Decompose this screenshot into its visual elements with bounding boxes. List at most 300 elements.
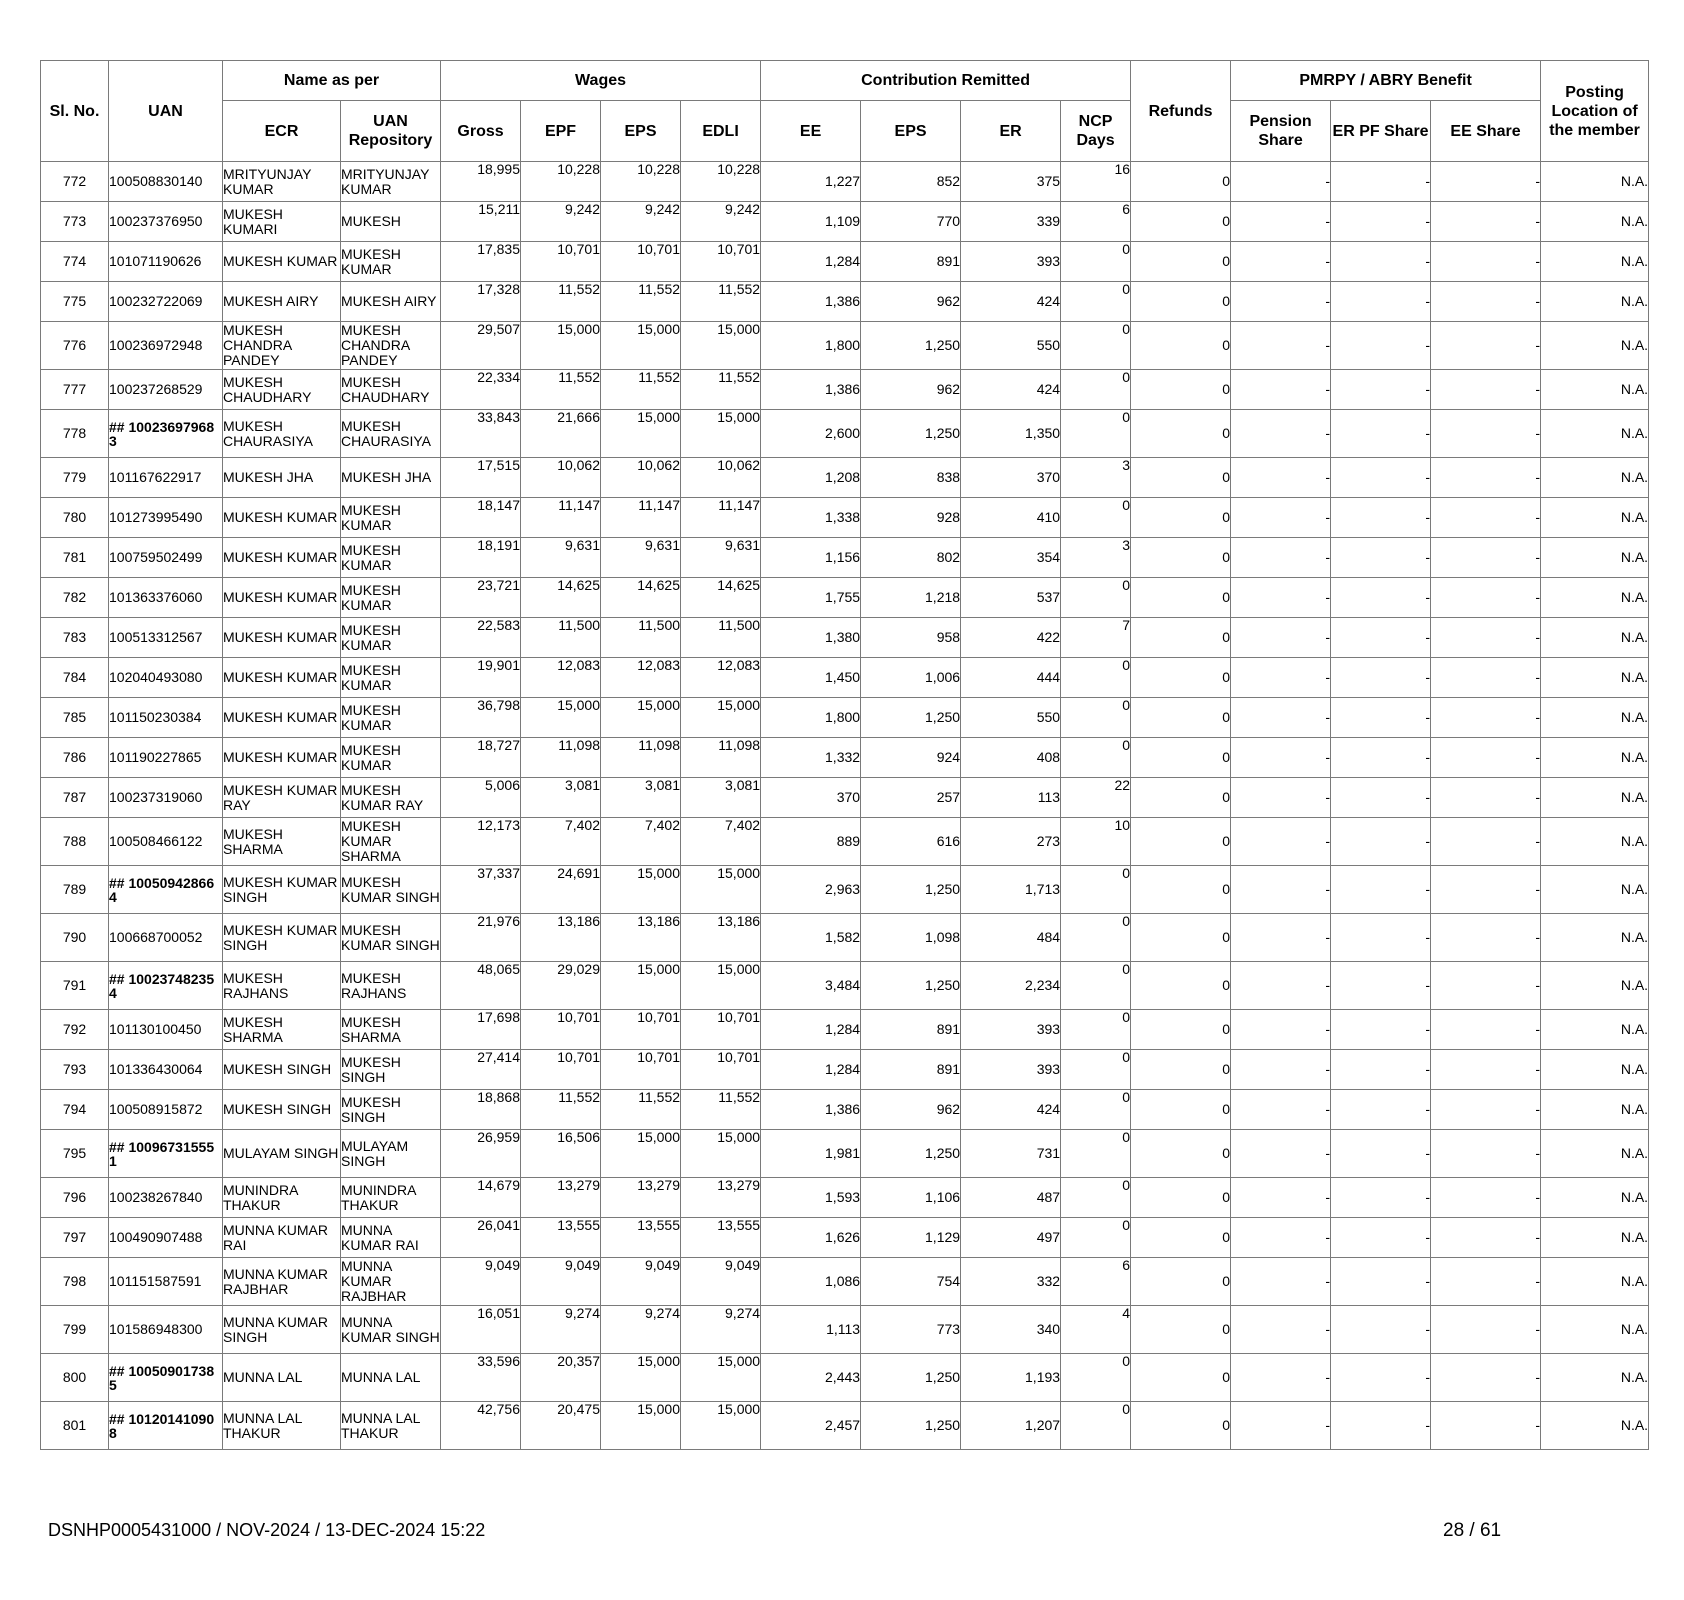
sl-no-cell: 774 <box>41 242 109 282</box>
er-contribution-cell: 537 <box>961 578 1061 618</box>
ecr-contribution-table <box>40 60 1649 1450</box>
edli-wages-cell: 13,186 <box>681 914 761 962</box>
header-refunds: Refunds <box>1131 61 1231 162</box>
er-pf-share-cell: - <box>1331 538 1431 578</box>
gross-wages-cell: 27,414 <box>441 1050 521 1090</box>
edli-wages-cell: 13,555 <box>681 1218 761 1258</box>
header-wages: Wages <box>441 61 761 101</box>
epf-wages-cell: 11,552 <box>521 282 601 322</box>
refunds-cell: 0 <box>1131 202 1231 242</box>
sl-no-cell: 800 <box>41 1354 109 1402</box>
ecr-name-cell: MUKESH KUMAR <box>223 498 341 538</box>
posting-location-cell: N.A. <box>1541 162 1649 202</box>
refunds-cell: 0 <box>1131 1130 1231 1178</box>
eps-contribution-cell: 852 <box>861 162 961 202</box>
ecr-name-cell: MUKESH KUMAR <box>223 538 341 578</box>
epf-wages-cell: 10,701 <box>521 1050 601 1090</box>
edli-wages-cell: 15,000 <box>681 1402 761 1450</box>
eps-wages-cell: 13,555 <box>601 1218 681 1258</box>
ncp-days-cell: 22 <box>1061 778 1131 818</box>
posting-location-cell: N.A. <box>1541 1130 1649 1178</box>
gross-wages-cell: 9,049 <box>441 1258 521 1306</box>
er-contribution-cell: 424 <box>961 1090 1061 1130</box>
posting-location-cell: N.A. <box>1541 1090 1649 1130</box>
refunds-cell: 0 <box>1131 458 1231 498</box>
uan-cell: 100237319060 <box>109 778 223 818</box>
uan-cell: 100508915872 <box>109 1090 223 1130</box>
sl-no-cell: 772 <box>41 162 109 202</box>
eps-contribution-cell: 1,250 <box>861 1130 961 1178</box>
refunds-cell: 0 <box>1131 1306 1231 1354</box>
epf-wages-cell: 9,631 <box>521 538 601 578</box>
ee-contribution-cell: 2,457 <box>761 1402 861 1450</box>
pension-share-cell: - <box>1231 202 1331 242</box>
ncp-days-cell: 0 <box>1061 1130 1131 1178</box>
eps-wages-cell: 11,098 <box>601 738 681 778</box>
repository-name-cell: MUKESH KUMAR RAY <box>341 778 441 818</box>
ee-contribution-cell: 1,338 <box>761 498 861 538</box>
ecr-name-cell: MUNNA KUMAR SINGH <box>223 1306 341 1354</box>
table-row <box>41 962 1649 1010</box>
edli-wages-cell: 11,552 <box>681 1090 761 1130</box>
eps-contribution-cell: 802 <box>861 538 961 578</box>
er-contribution-cell: 2,234 <box>961 962 1061 1010</box>
edli-wages-cell: 11,147 <box>681 498 761 538</box>
ecr-name-cell: MUKESH SHARMA <box>223 1010 341 1050</box>
eps-contribution-cell: 1,250 <box>861 866 961 914</box>
refunds-cell: 0 <box>1131 914 1231 962</box>
repository-name-cell: MUKESH KUMAR SHARMA <box>341 818 441 866</box>
table-row <box>41 498 1649 538</box>
ncp-days-cell: 6 <box>1061 1258 1131 1306</box>
table-row <box>41 1178 1649 1218</box>
repository-name-cell: MUNNA KUMAR RAI <box>341 1218 441 1258</box>
ee-share-cell: - <box>1431 498 1541 538</box>
er-contribution-cell: 408 <box>961 738 1061 778</box>
table-row <box>41 1354 1649 1402</box>
ee-share-cell: - <box>1431 698 1541 738</box>
eps-wages-cell: 10,228 <box>601 162 681 202</box>
gross-wages-cell: 37,337 <box>441 866 521 914</box>
ee-share-cell: - <box>1431 1218 1541 1258</box>
er-contribution-cell: 370 <box>961 458 1061 498</box>
repository-name-cell: MUKESH AIRY <box>341 282 441 322</box>
header-sl-no: Sl. No. <box>41 61 109 162</box>
gross-wages-cell: 18,868 <box>441 1090 521 1130</box>
refunds-cell: 0 <box>1131 866 1231 914</box>
ecr-name-cell: MUKESH SINGH <box>223 1090 341 1130</box>
er-contribution-cell: 393 <box>961 1010 1061 1050</box>
eps-contribution-cell: 891 <box>861 1050 961 1090</box>
ncp-days-cell: 0 <box>1061 1050 1131 1090</box>
ee-share-cell: - <box>1431 162 1541 202</box>
ncp-days-cell: 4 <box>1061 1306 1131 1354</box>
ncp-days-cell: 0 <box>1061 370 1131 410</box>
epf-wages-cell: 13,186 <box>521 914 601 962</box>
edli-wages-cell: 11,098 <box>681 738 761 778</box>
er-pf-share-cell: - <box>1331 658 1431 698</box>
table-row <box>41 410 1649 458</box>
er-contribution-cell: 1,207 <box>961 1402 1061 1450</box>
repository-name-cell: MUKESH JHA <box>341 458 441 498</box>
epf-wages-cell: 9,049 <box>521 1258 601 1306</box>
uan-cell: 102040493080 <box>109 658 223 698</box>
uan-cell: 100232722069 <box>109 282 223 322</box>
ee-share-cell: - <box>1431 866 1541 914</box>
ee-contribution-cell: 1,332 <box>761 738 861 778</box>
table-row <box>41 370 1649 410</box>
uan-cell: 100508466122 <box>109 818 223 866</box>
header-contribution-eps: EPS <box>861 101 961 162</box>
repository-name-cell: MUKESH <box>341 202 441 242</box>
edli-wages-cell: 14,625 <box>681 578 761 618</box>
refunds-cell: 0 <box>1131 962 1231 1010</box>
repository-name-cell: MULAYAM SINGH <box>341 1130 441 1178</box>
refunds-cell: 0 <box>1131 578 1231 618</box>
ncp-days-cell: 0 <box>1061 1010 1131 1050</box>
pension-share-cell: - <box>1231 1218 1331 1258</box>
sl-no-cell: 799 <box>41 1306 109 1354</box>
sl-no-cell: 794 <box>41 1090 109 1130</box>
ee-contribution-cell: 1,582 <box>761 914 861 962</box>
ee-share-cell: - <box>1431 410 1541 458</box>
header-posting-location: Posting Location of the member <box>1541 61 1649 162</box>
eps-wages-cell: 10,062 <box>601 458 681 498</box>
uan-cell: 101190227865 <box>109 738 223 778</box>
ecr-name-cell: MRITYUNJAY KUMAR <box>223 162 341 202</box>
posting-location-cell: N.A. <box>1541 202 1649 242</box>
pension-share-cell: - <box>1231 578 1331 618</box>
sl-no-cell: 773 <box>41 202 109 242</box>
repository-name-cell: MUKESH KUMAR <box>341 498 441 538</box>
er-pf-share-cell: - <box>1331 370 1431 410</box>
table-row <box>41 866 1649 914</box>
er-pf-share-cell: - <box>1331 162 1431 202</box>
sl-no-cell: 792 <box>41 1010 109 1050</box>
repository-name-cell: MUKESH CHAUDHARY <box>341 370 441 410</box>
ee-contribution-cell: 1,109 <box>761 202 861 242</box>
repository-name-cell: MUKESH CHAURASIYA <box>341 410 441 458</box>
edli-wages-cell: 10,228 <box>681 162 761 202</box>
gross-wages-cell: 33,596 <box>441 1354 521 1402</box>
refunds-cell: 0 <box>1131 658 1231 698</box>
refunds-cell: 0 <box>1131 162 1231 202</box>
eps-wages-cell: 9,242 <box>601 202 681 242</box>
posting-location-cell: N.A. <box>1541 818 1649 866</box>
ncp-days-cell: 0 <box>1061 242 1131 282</box>
epf-wages-cell: 16,506 <box>521 1130 601 1178</box>
ee-contribution-cell: 889 <box>761 818 861 866</box>
eps-contribution-cell: 1,250 <box>861 698 961 738</box>
uan-cell: 101363376060 <box>109 578 223 618</box>
eps-contribution-cell: 616 <box>861 818 961 866</box>
edli-wages-cell: 10,701 <box>681 1010 761 1050</box>
eps-contribution-cell: 838 <box>861 458 961 498</box>
eps-wages-cell: 13,186 <box>601 914 681 962</box>
ncp-days-cell: 6 <box>1061 202 1131 242</box>
ee-share-cell: - <box>1431 1010 1541 1050</box>
eps-wages-cell: 15,000 <box>601 1402 681 1450</box>
table-row <box>41 738 1649 778</box>
ncp-days-cell: 0 <box>1061 498 1131 538</box>
eps-wages-cell: 3,081 <box>601 778 681 818</box>
uan-cell: 101167622917 <box>109 458 223 498</box>
table-row <box>41 818 1649 866</box>
er-contribution-cell: 731 <box>961 1130 1061 1178</box>
pension-share-cell: - <box>1231 1178 1331 1218</box>
posting-location-cell: N.A. <box>1541 282 1649 322</box>
table-row <box>41 778 1649 818</box>
er-contribution-cell: 484 <box>961 914 1061 962</box>
ee-contribution-cell: 1,593 <box>761 1178 861 1218</box>
edli-wages-cell: 15,000 <box>681 698 761 738</box>
uan-cell: 100668700052 <box>109 914 223 962</box>
table-row <box>41 618 1649 658</box>
repository-name-cell: MUKESH SINGH <box>341 1050 441 1090</box>
edli-wages-cell: 9,274 <box>681 1306 761 1354</box>
gross-wages-cell: 22,334 <box>441 370 521 410</box>
ee-contribution-cell: 1,208 <box>761 458 861 498</box>
er-pf-share-cell: - <box>1331 1090 1431 1130</box>
ee-contribution-cell: 2,963 <box>761 866 861 914</box>
gross-wages-cell: 21,976 <box>441 914 521 962</box>
pension-share-cell: - <box>1231 282 1331 322</box>
eps-contribution-cell: 1,250 <box>861 1402 961 1450</box>
edli-wages-cell: 12,083 <box>681 658 761 698</box>
epf-wages-cell: 13,555 <box>521 1218 601 1258</box>
eps-wages-cell: 15,000 <box>601 866 681 914</box>
header-pension-share: Pension Share <box>1231 101 1331 162</box>
posting-location-cell: N.A. <box>1541 498 1649 538</box>
ncp-days-cell: 0 <box>1061 282 1131 322</box>
ecr-name-cell: MUKESH SHARMA <box>223 818 341 866</box>
uan-cell: 101151587591 <box>109 1258 223 1306</box>
posting-location-cell: N.A. <box>1541 538 1649 578</box>
table-row <box>41 1218 1649 1258</box>
edli-wages-cell: 7,402 <box>681 818 761 866</box>
sl-no-cell: 781 <box>41 538 109 578</box>
ee-contribution-cell: 1,227 <box>761 162 861 202</box>
table-row <box>41 458 1649 498</box>
posting-location-cell: N.A. <box>1541 914 1649 962</box>
ee-share-cell: - <box>1431 458 1541 498</box>
gross-wages-cell: 19,901 <box>441 658 521 698</box>
posting-location-cell: N.A. <box>1541 242 1649 282</box>
uan-cell: 101130100450 <box>109 1010 223 1050</box>
pension-share-cell: - <box>1231 1010 1331 1050</box>
sl-no-cell: 782 <box>41 578 109 618</box>
refunds-cell: 0 <box>1131 1010 1231 1050</box>
edli-wages-cell: 10,701 <box>681 1050 761 1090</box>
er-contribution-cell: 550 <box>961 322 1061 370</box>
epf-wages-cell: 10,228 <box>521 162 601 202</box>
gross-wages-cell: 17,698 <box>441 1010 521 1050</box>
ecr-name-cell: MUNNA KUMAR RAJBHAR <box>223 1258 341 1306</box>
eps-contribution-cell: 1,098 <box>861 914 961 962</box>
header-uan: UAN <box>109 61 223 162</box>
table-row <box>41 658 1649 698</box>
er-contribution-cell: 375 <box>961 162 1061 202</box>
ncp-days-cell: 0 <box>1061 1218 1131 1258</box>
edli-wages-cell: 10,701 <box>681 242 761 282</box>
posting-location-cell: N.A. <box>1541 778 1649 818</box>
refunds-cell: 0 <box>1131 538 1231 578</box>
sl-no-cell: 785 <box>41 698 109 738</box>
eps-contribution-cell: 257 <box>861 778 961 818</box>
ecr-name-cell: MULAYAM SINGH <box>223 1130 341 1178</box>
eps-contribution-cell: 1,250 <box>861 322 961 370</box>
uan-cell: 100759502499 <box>109 538 223 578</box>
eps-contribution-cell: 891 <box>861 242 961 282</box>
epf-wages-cell: 15,000 <box>521 698 601 738</box>
er-pf-share-cell: - <box>1331 1402 1431 1450</box>
posting-location-cell: N.A. <box>1541 1178 1649 1218</box>
gross-wages-cell: 18,727 <box>441 738 521 778</box>
ecr-name-cell: MUNINDRA THAKUR <box>223 1178 341 1218</box>
posting-location-cell: N.A. <box>1541 1354 1649 1402</box>
header-pmrpy: PMRPY / ABRY Benefit <box>1231 61 1541 101</box>
edli-wages-cell: 3,081 <box>681 778 761 818</box>
eps-contribution-cell: 962 <box>861 370 961 410</box>
eps-wages-cell: 11,552 <box>601 1090 681 1130</box>
refunds-cell: 0 <box>1131 1258 1231 1306</box>
header-ncp-days: NCP Days <box>1061 101 1131 162</box>
ee-contribution-cell: 1,284 <box>761 1010 861 1050</box>
header-uan-repository: UAN Repository <box>341 101 441 162</box>
ee-contribution-cell: 1,284 <box>761 242 861 282</box>
table-row <box>41 698 1649 738</box>
page-number: 28 / 61 <box>1443 1520 1502 1541</box>
refunds-cell: 0 <box>1131 322 1231 370</box>
epf-wages-cell: 24,691 <box>521 866 601 914</box>
posting-location-cell: N.A. <box>1541 658 1649 698</box>
posting-location-cell: N.A. <box>1541 322 1649 370</box>
er-pf-share-cell: - <box>1331 242 1431 282</box>
eps-contribution-cell: 1,106 <box>861 1178 961 1218</box>
sl-no-cell: 798 <box>41 1258 109 1306</box>
pension-share-cell: - <box>1231 1402 1331 1450</box>
ncp-days-cell: 0 <box>1061 1178 1131 1218</box>
ecr-name-cell: MUKESH KUMARI <box>223 202 341 242</box>
uan-cell: 101150230384 <box>109 698 223 738</box>
eps-wages-cell: 15,000 <box>601 962 681 1010</box>
posting-location-cell: N.A. <box>1541 1050 1649 1090</box>
ecr-name-cell: MUKESH KUMAR <box>223 618 341 658</box>
header-contribution-remitted: Contribution Remitted <box>761 61 1131 101</box>
ecr-name-cell: MUNNA LAL THAKUR <box>223 1402 341 1450</box>
table-body <box>41 162 1649 1450</box>
ncp-days-cell: 3 <box>1061 538 1131 578</box>
uan-cell: 101071190626 <box>109 242 223 282</box>
eps-wages-cell: 15,000 <box>601 1354 681 1402</box>
ee-share-cell: - <box>1431 282 1541 322</box>
refunds-cell: 0 <box>1131 818 1231 866</box>
ecr-name-cell: MUKESH CHANDRA PANDEY <box>223 322 341 370</box>
ee-share-cell: - <box>1431 738 1541 778</box>
repository-name-cell: MUKESH KUMAR <box>341 538 441 578</box>
edli-wages-cell: 15,000 <box>681 410 761 458</box>
er-contribution-cell: 113 <box>961 778 1061 818</box>
eps-wages-cell: 13,279 <box>601 1178 681 1218</box>
eps-wages-cell: 11,147 <box>601 498 681 538</box>
gross-wages-cell: 18,995 <box>441 162 521 202</box>
refunds-cell: 0 <box>1131 698 1231 738</box>
posting-location-cell: N.A. <box>1541 698 1649 738</box>
eps-contribution-cell: 924 <box>861 738 961 778</box>
posting-location-cell: N.A. <box>1541 1258 1649 1306</box>
sl-no-cell: 795 <box>41 1130 109 1178</box>
gross-wages-cell: 29,507 <box>441 322 521 370</box>
er-contribution-cell: 273 <box>961 818 1061 866</box>
ncp-days-cell: 0 <box>1061 698 1131 738</box>
gross-wages-cell: 26,959 <box>441 1130 521 1178</box>
edli-wages-cell: 10,062 <box>681 458 761 498</box>
sl-no-cell: 787 <box>41 778 109 818</box>
ecr-name-cell: MUKESH CHAUDHARY <box>223 370 341 410</box>
ncp-days-cell: 0 <box>1061 1090 1131 1130</box>
repository-name-cell: MUKESH KUMAR <box>341 242 441 282</box>
ncp-days-cell: 0 <box>1061 1402 1131 1450</box>
ncp-days-cell: 0 <box>1061 914 1131 962</box>
er-pf-share-cell: - <box>1331 1178 1431 1218</box>
table-row <box>41 1050 1649 1090</box>
sl-no-cell: 783 <box>41 618 109 658</box>
header-er: ER <box>961 101 1061 162</box>
edli-wages-cell: 15,000 <box>681 962 761 1010</box>
ncp-days-cell: 0 <box>1061 1354 1131 1402</box>
pension-share-cell: - <box>1231 1090 1331 1130</box>
gross-wages-cell: 48,065 <box>441 962 521 1010</box>
eps-contribution-cell: 1,250 <box>861 962 961 1010</box>
eps-wages-cell: 9,631 <box>601 538 681 578</box>
ee-contribution-cell: 1,981 <box>761 1130 861 1178</box>
pension-share-cell: - <box>1231 162 1331 202</box>
header-gross: Gross <box>441 101 521 162</box>
table-row <box>41 282 1649 322</box>
ee-share-cell: - <box>1431 578 1541 618</box>
ecr-name-cell: MUKESH KUMAR SINGH <box>223 914 341 962</box>
edli-wages-cell: 13,279 <box>681 1178 761 1218</box>
pension-share-cell: - <box>1231 618 1331 658</box>
eps-contribution-cell: 1,250 <box>861 1354 961 1402</box>
refunds-cell: 0 <box>1131 1050 1231 1090</box>
ee-contribution-cell: 1,086 <box>761 1258 861 1306</box>
gross-wages-cell: 14,679 <box>441 1178 521 1218</box>
refunds-cell: 0 <box>1131 242 1231 282</box>
refunds-cell: 0 <box>1131 410 1231 458</box>
ee-contribution-cell: 1,800 <box>761 322 861 370</box>
eps-contribution-cell: 891 <box>861 1010 961 1050</box>
epf-wages-cell: 29,029 <box>521 962 601 1010</box>
uan-cell: 100236972948 <box>109 322 223 370</box>
table-row <box>41 1306 1649 1354</box>
table-row <box>41 242 1649 282</box>
ee-share-cell: - <box>1431 1402 1541 1450</box>
edli-wages-cell: 9,049 <box>681 1258 761 1306</box>
eps-contribution-cell: 1,006 <box>861 658 961 698</box>
ncp-days-cell: 0 <box>1061 866 1131 914</box>
er-pf-share-cell: - <box>1331 458 1431 498</box>
ee-share-cell: - <box>1431 618 1541 658</box>
pension-share-cell: - <box>1231 914 1331 962</box>
posting-location-cell: N.A. <box>1541 962 1649 1010</box>
header-epf: EPF <box>521 101 601 162</box>
epf-wages-cell: 21,666 <box>521 410 601 458</box>
eps-wages-cell: 10,701 <box>601 242 681 282</box>
uan-cell: 100237376950 <box>109 202 223 242</box>
sl-no-cell: 796 <box>41 1178 109 1218</box>
ncp-days-cell: 10 <box>1061 818 1131 866</box>
